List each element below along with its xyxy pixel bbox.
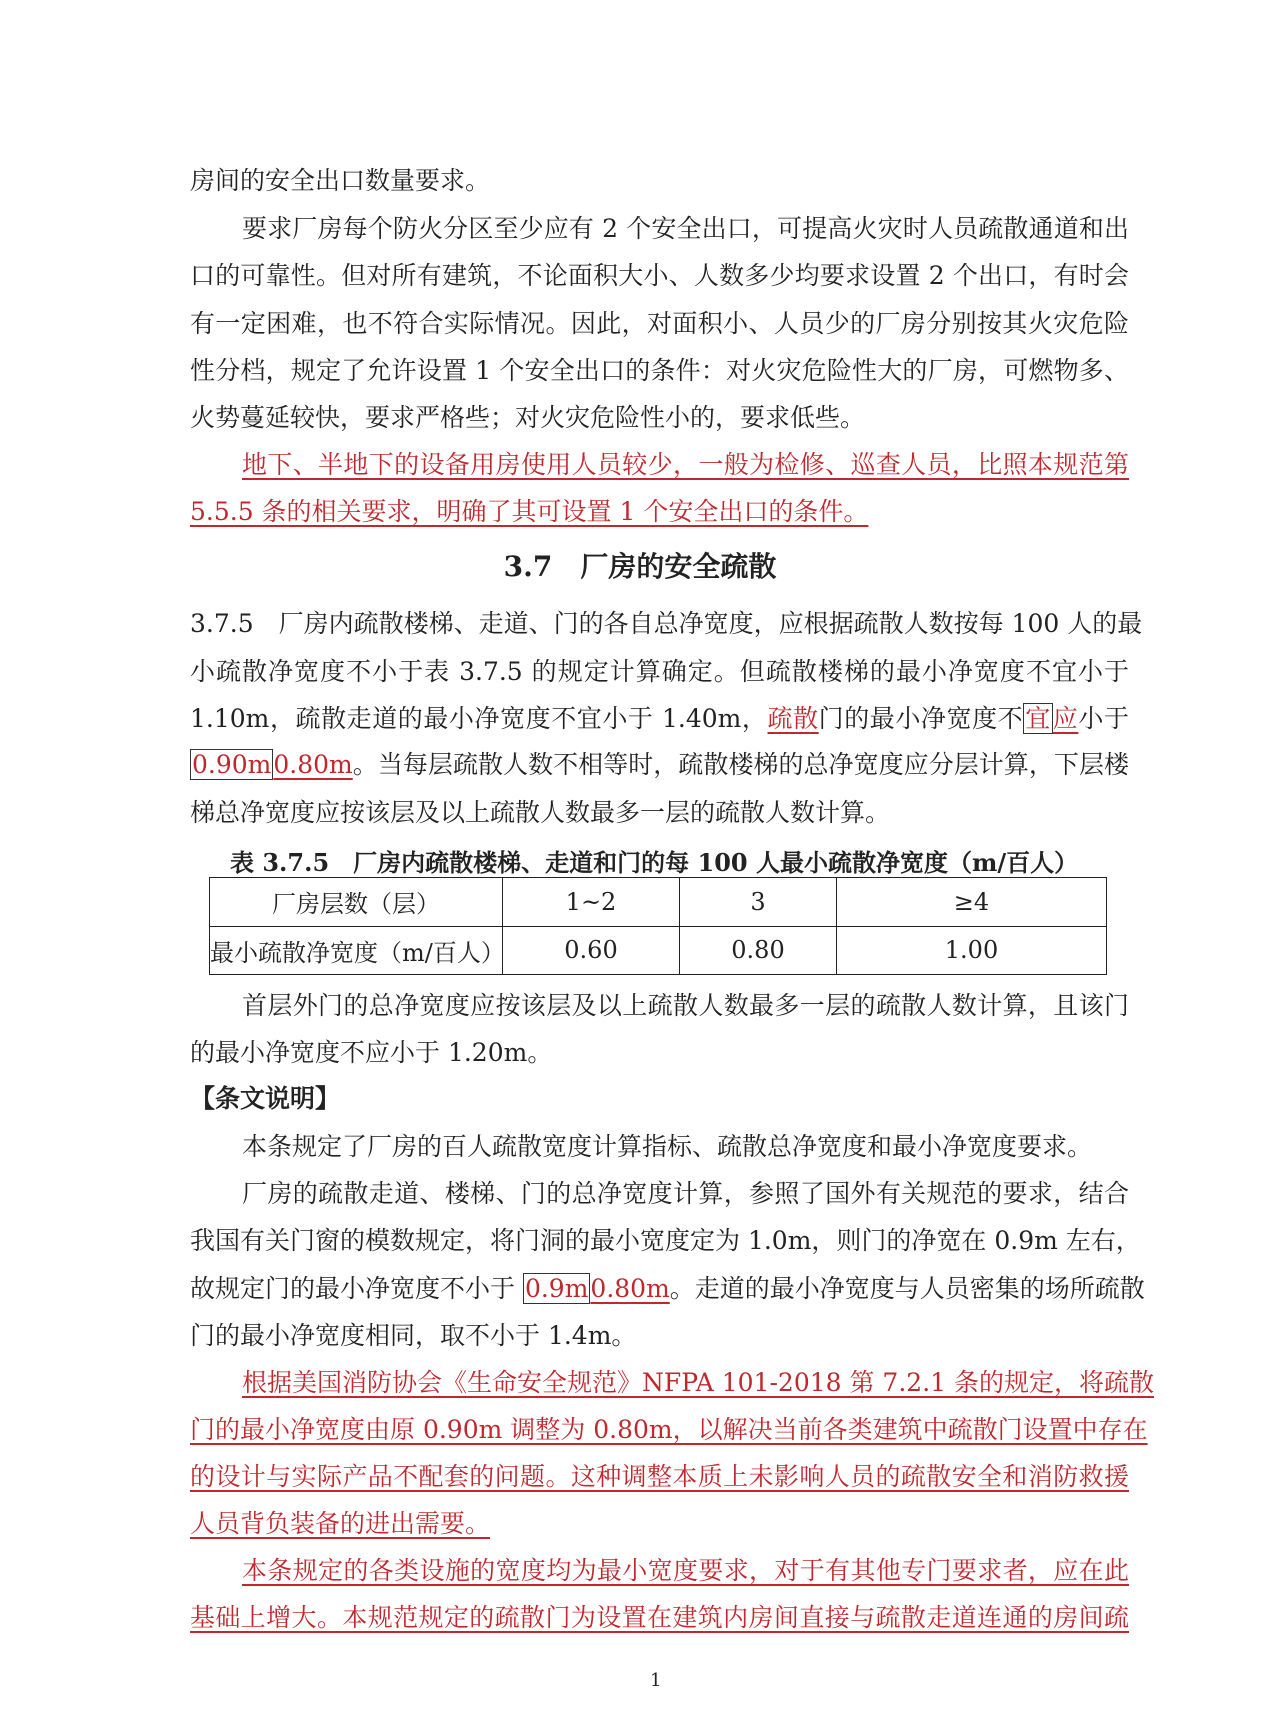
text: 小于 <box>1078 704 1129 733</box>
revision-text: 的设计与实际产品不配套的问题。这种调整本质上未影响人员的疏散安全和消防救援 <box>190 1462 1129 1491</box>
inserted-text: 0.80m <box>590 1274 670 1303</box>
revision-line <box>190 1508 1129 1540</box>
revision-text: 基础上增大。本规范规定的疏散门为设置在建筑内房间直接与疏散走道连通的房间疏 <box>190 1603 1129 1632</box>
text: 。当每层疏散人数不相等时，疏散楼梯的总净宽度应分层计算，下层楼 <box>352 750 1129 779</box>
note-title: 【条文说明】 <box>190 1084 341 1113</box>
width-table <box>209 877 1107 975</box>
after-line: 首层外门的总净宽度应按该层及以上疏散人数最多一层的疏散人数计算，且该门 <box>242 991 1129 1020</box>
p1-line: 要求厂房每个防火分区至少应有 2 个安全出口，可提高火灾时人员疏散通道和出 <box>242 214 1129 243</box>
revision-line <box>190 1414 1148 1446</box>
clause-line: 3.7.5 厂房内疏散楼梯、走道、门的各自总净宽度，应根据疏散人数按每 100 人的最 <box>190 609 1143 638</box>
after-line: 的最小净宽度不应小于 1.20m。 <box>190 1038 553 1067</box>
section-heading: 3.7 厂房的安全疏散 <box>503 550 777 583</box>
table-cell: 0.80 <box>680 926 837 975</box>
inserted-text: 0.80m <box>273 750 353 779</box>
text: 故规定门的最小净宽度不小于 <box>190 1274 523 1303</box>
revision-text: 地下、半地下的设备用房使用人员较少，一般为检修、巡查人员，比照本规范第 <box>242 450 1129 479</box>
revision-line <box>190 1602 1129 1634</box>
clause-line <box>190 703 1129 735</box>
revision-line <box>190 496 1129 528</box>
table-cell: 最小疏散净宽度（m/百人） <box>210 926 503 975</box>
p1-line: 有一定困难，也不符合实际情况。因此，对面积小、人员少的厂房分别按其火灾危险 <box>190 309 1129 338</box>
p1-line: 火势蔓延较快，要求严格些；对火灾危险性小的，要求低些。 <box>190 403 866 432</box>
clause-line <box>190 749 1129 781</box>
note-line: 门的最小净宽度相同，取不小于 1.4m。 <box>190 1321 637 1350</box>
revision-line <box>190 1555 1129 1587</box>
note-line: 厂房的疏散走道、楼梯、门的总净宽度计算，参照了国外有关规范的要求，结合 <box>242 1179 1129 1208</box>
revision-text: 5.5.5 条的相关要求，明确了其可设置 1 个安全出口的条件。 <box>190 497 869 526</box>
note-line: 我国有关门窗的模数规定，将门洞的最小宽度定为 1.0m，则门的净宽在 0.9m 左右， <box>190 1226 1141 1255</box>
table-cell: 厂房层数（层） <box>210 878 503 927</box>
inserted-text: 疏散 <box>767 704 819 733</box>
revision-line <box>190 1461 1129 1493</box>
revision-text: 根据美国消防协会《生命安全规范》NFPA 101-2018 第 7.2.1 条的规定，将疏散 <box>242 1368 1154 1397</box>
revision-text: 人员背负装备的进出需要。 <box>190 1509 491 1538</box>
page-number: 1 <box>650 1670 662 1691</box>
revision-text: 本条规定的各类设施的宽度均为最小宽度要求，对于有其他专门要求者，应在此 <box>242 1556 1129 1585</box>
text: 1.10m，疏散走道的最小净宽度不宜小于 1.40m， <box>190 704 768 733</box>
table-cell: 1~2 <box>503 878 680 927</box>
revision-line <box>190 449 1129 481</box>
table-cell: 3 <box>680 878 837 927</box>
text: 门的最小净宽度不 <box>818 704 1024 733</box>
table-cell: ≥4 <box>837 878 1107 927</box>
revision-text: 门的最小净宽度由原 0.90m 调整为 0.80m，以解决当前各类建筑中疏散门设置中存在 <box>190 1415 1148 1444</box>
p1-line: 口的可靠性。但对所有建筑，不论面积大小、人数多少均要求设置 2 个出口，有时会 <box>190 261 1129 290</box>
deleted-text-box: 宜 <box>1025 704 1051 733</box>
text: 。走道的最小净宽度与人员密集的场所疏散 <box>669 1274 1145 1303</box>
note-line <box>190 1273 1145 1305</box>
deleted-text-box: 0.9m <box>524 1274 589 1303</box>
table-row <box>210 926 1107 975</box>
note-line: 本条规定了厂房的百人疏散宽度计算指标、疏散总净宽度和最小净宽度要求。 <box>242 1132 1093 1161</box>
revision-line <box>190 1367 1154 1399</box>
p1-line: 性分档，规定了允许设置 1 个安全出口的条件：对火灾危险性大的厂房，可燃物多、 <box>190 356 1129 385</box>
deleted-text-box: 0.90m <box>192 750 272 779</box>
inserted-text: 应 <box>1052 704 1079 733</box>
clause-line: 小疏散净宽度不小于表 3.7.5 的规定计算确定。但疏散楼梯的最小净宽度不宜小于 <box>190 657 1129 686</box>
table-row <box>210 878 1107 927</box>
table-caption: 表 3.7.5 厂房内疏散楼梯、走道和门的每 100 人最小疏散净宽度（m/百人） <box>230 848 1079 877</box>
clause-line: 梯总净宽度应按该层及以上疏散人数最多一层的疏散人数计算。 <box>190 798 891 827</box>
p1-line: 房间的安全出口数量要求。 <box>190 166 491 195</box>
table-cell: 1.00 <box>837 926 1107 975</box>
table-cell: 0.60 <box>503 926 680 975</box>
